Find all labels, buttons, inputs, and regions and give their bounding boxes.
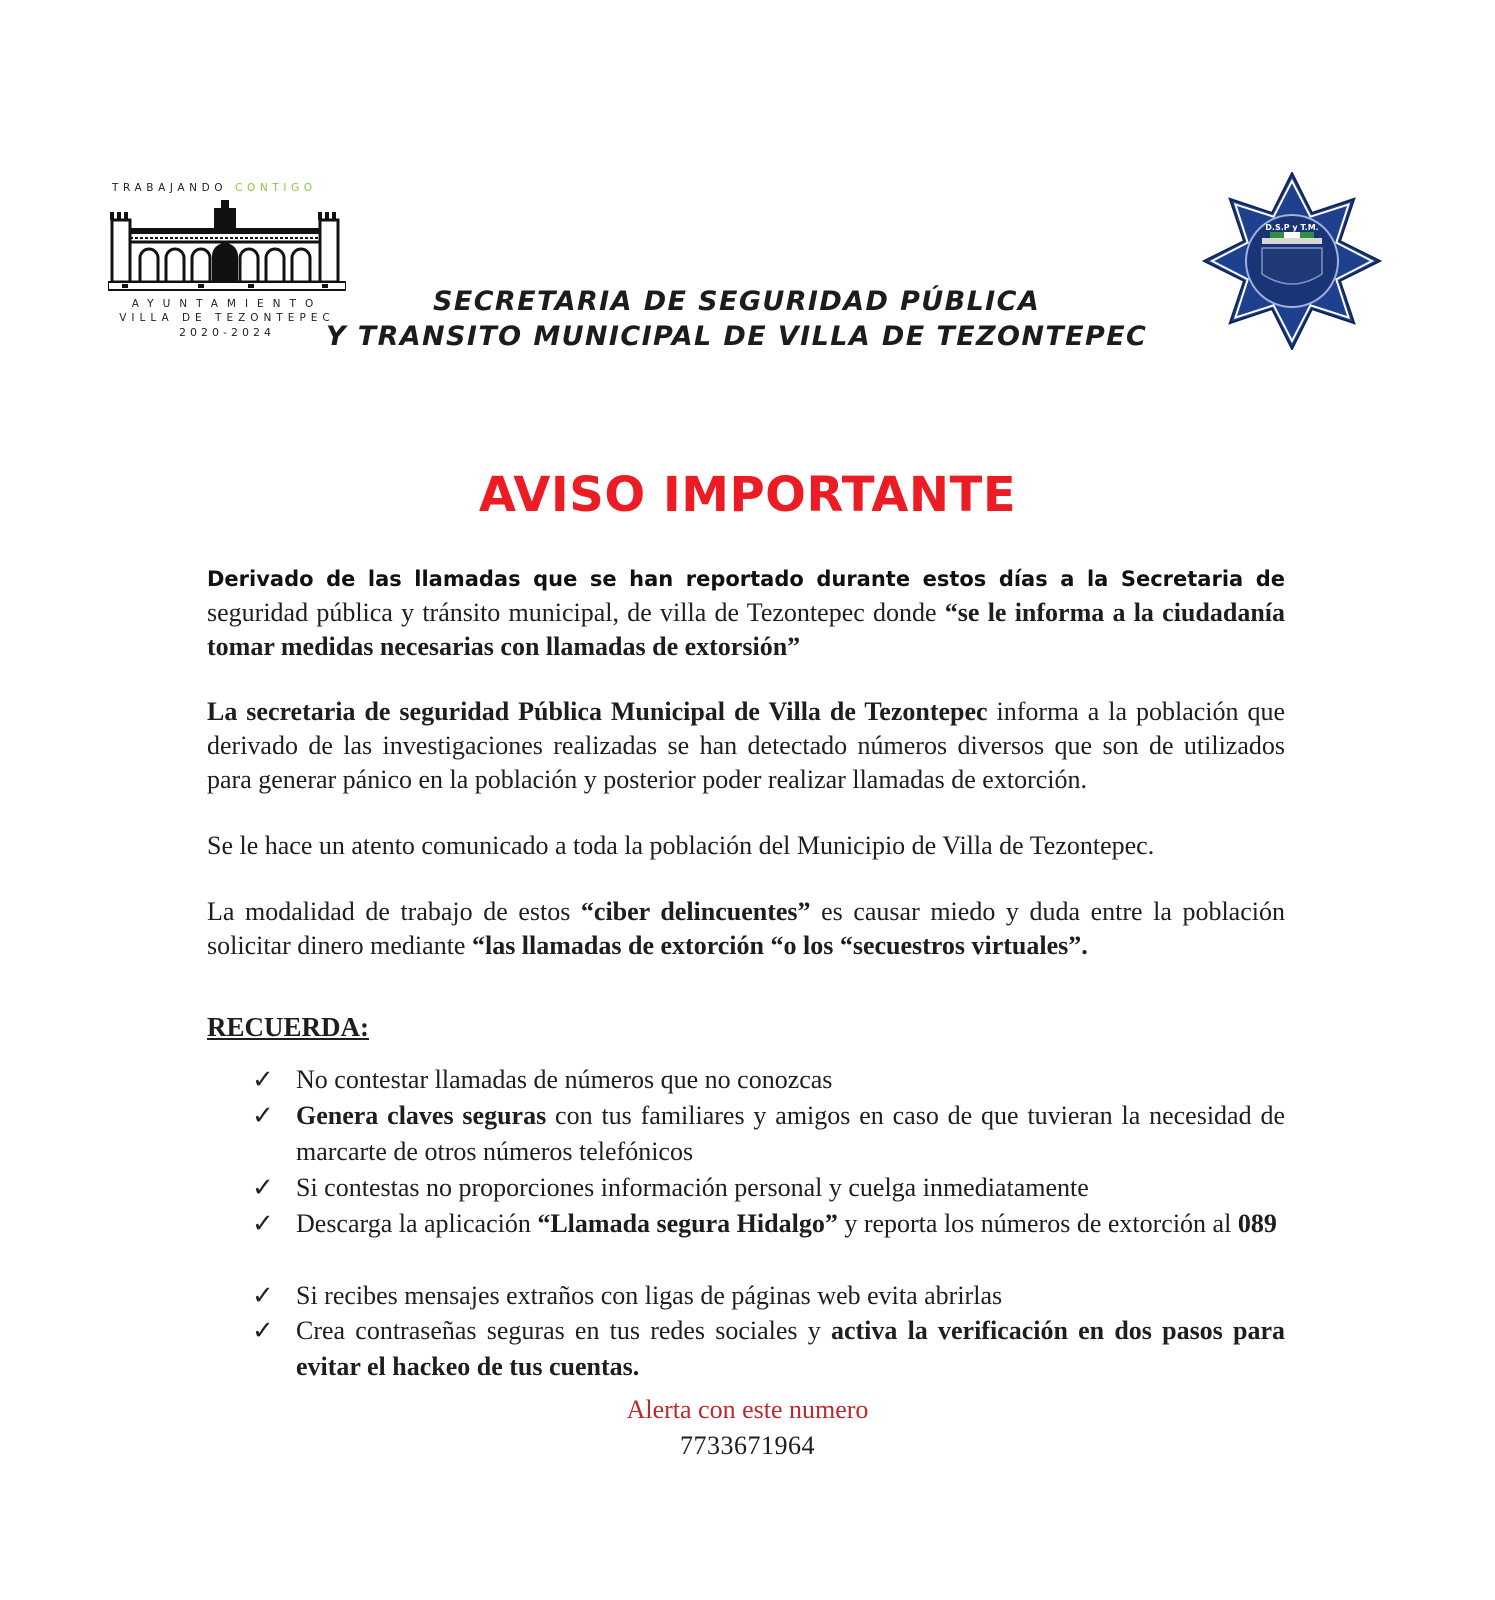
- palace-building-icon: [108, 198, 346, 298]
- list-item: ✓ Descarga la aplicación “Llamada segura Hidalgo” y reporta los números de extorción al 089: [296, 1206, 1285, 1242]
- municipal-logo: [108, 178, 346, 348]
- alert-label: Alerta con este numero: [626, 1395, 869, 1424]
- logo-line-ayuntamiento: AYUNTAMIENTO: [131, 298, 323, 310]
- list-item: ✓ No contestar llamadas de números que no conozcas: [296, 1062, 1285, 1098]
- list-item: ✓ Genera claves seguras con tus familiares y amigos en caso de que tuvieran la necesidad de marcarte de otros números telefónicos: [296, 1098, 1285, 1170]
- header-title-line-2: Y TRANSITO MUNICIPAL DE VILLA DE TEZONTEPEC: [326, 321, 1148, 352]
- logo-line-years: 2020-2024: [179, 326, 275, 339]
- checkmark-icon: ✓: [252, 1281, 274, 1311]
- checkmark-icon: ✓: [252, 1209, 274, 1239]
- paragraph-communique: Se le hace un atento comunicado a toda la población del Municipio de Villa de Tezontepec.: [207, 831, 1155, 860]
- remember-heading: RECUERDA:: [207, 1012, 369, 1042]
- logo-tagline: TRABAJANDO CONTIGO: [112, 182, 317, 194]
- checkmark-icon: ✓: [252, 1316, 274, 1346]
- list-item: ✓ Crea contraseñas seguras en tus redes sociales y activa la verificación en dos pasos para evitar el hackeo de tus cuentas.: [296, 1313, 1285, 1385]
- checkmark-icon: ✓: [252, 1101, 274, 1131]
- notice-title: AVISO IMPORTANTE: [478, 467, 1017, 523]
- checkmark-icon: ✓: [252, 1065, 274, 1095]
- list-item: ✓ Si contestas no proporciones información personal y cuelga inmediatamente: [296, 1170, 1285, 1206]
- star-badge-icon: [1192, 172, 1392, 350]
- paragraph-modality: La modalidad de trabajo de estos “ciber delincuentes” es causar miedo y duda entre la población solicitar dinero mediante “las llamadas de extorción “o los “secuestros virtuales”.: [207, 897, 1285, 960]
- paragraph-intro: Derivado de las llamadas que se han reportado durante estos días a la Secretaria de seguridad pública y tránsito municipal, de villa de Tezontepec donde “se le informa a la ciudadanía tomar medidas necesarias con llamadas de extorsión”: [207, 567, 1285, 661]
- police-star-badge: [1192, 172, 1392, 350]
- badge-text: D.S.P y T.M.: [1265, 223, 1319, 232]
- logo-line-villa: VILLA DE TEZONTEPEC: [119, 312, 335, 324]
- alert-phone-number: 7733671964: [680, 1431, 815, 1460]
- checkmark-icon: ✓: [252, 1173, 274, 1203]
- paragraph-investigation: La secretaria de seguridad Pública Municipal de Villa de Tezontepec informa a la población que derivado de las investigaciones realizadas se han detectado números diversos que son de utilizados para generar pánico en la población y posterior poder realizar llamadas de extorción.: [207, 697, 1285, 794]
- header-title-line-1: SECRETARIA DE SEGURIDAD PÚBLICA: [433, 286, 1041, 317]
- list-item: ✓ Si recibes mensajes extraños con ligas de páginas web evita abrirlas: [296, 1278, 1285, 1314]
